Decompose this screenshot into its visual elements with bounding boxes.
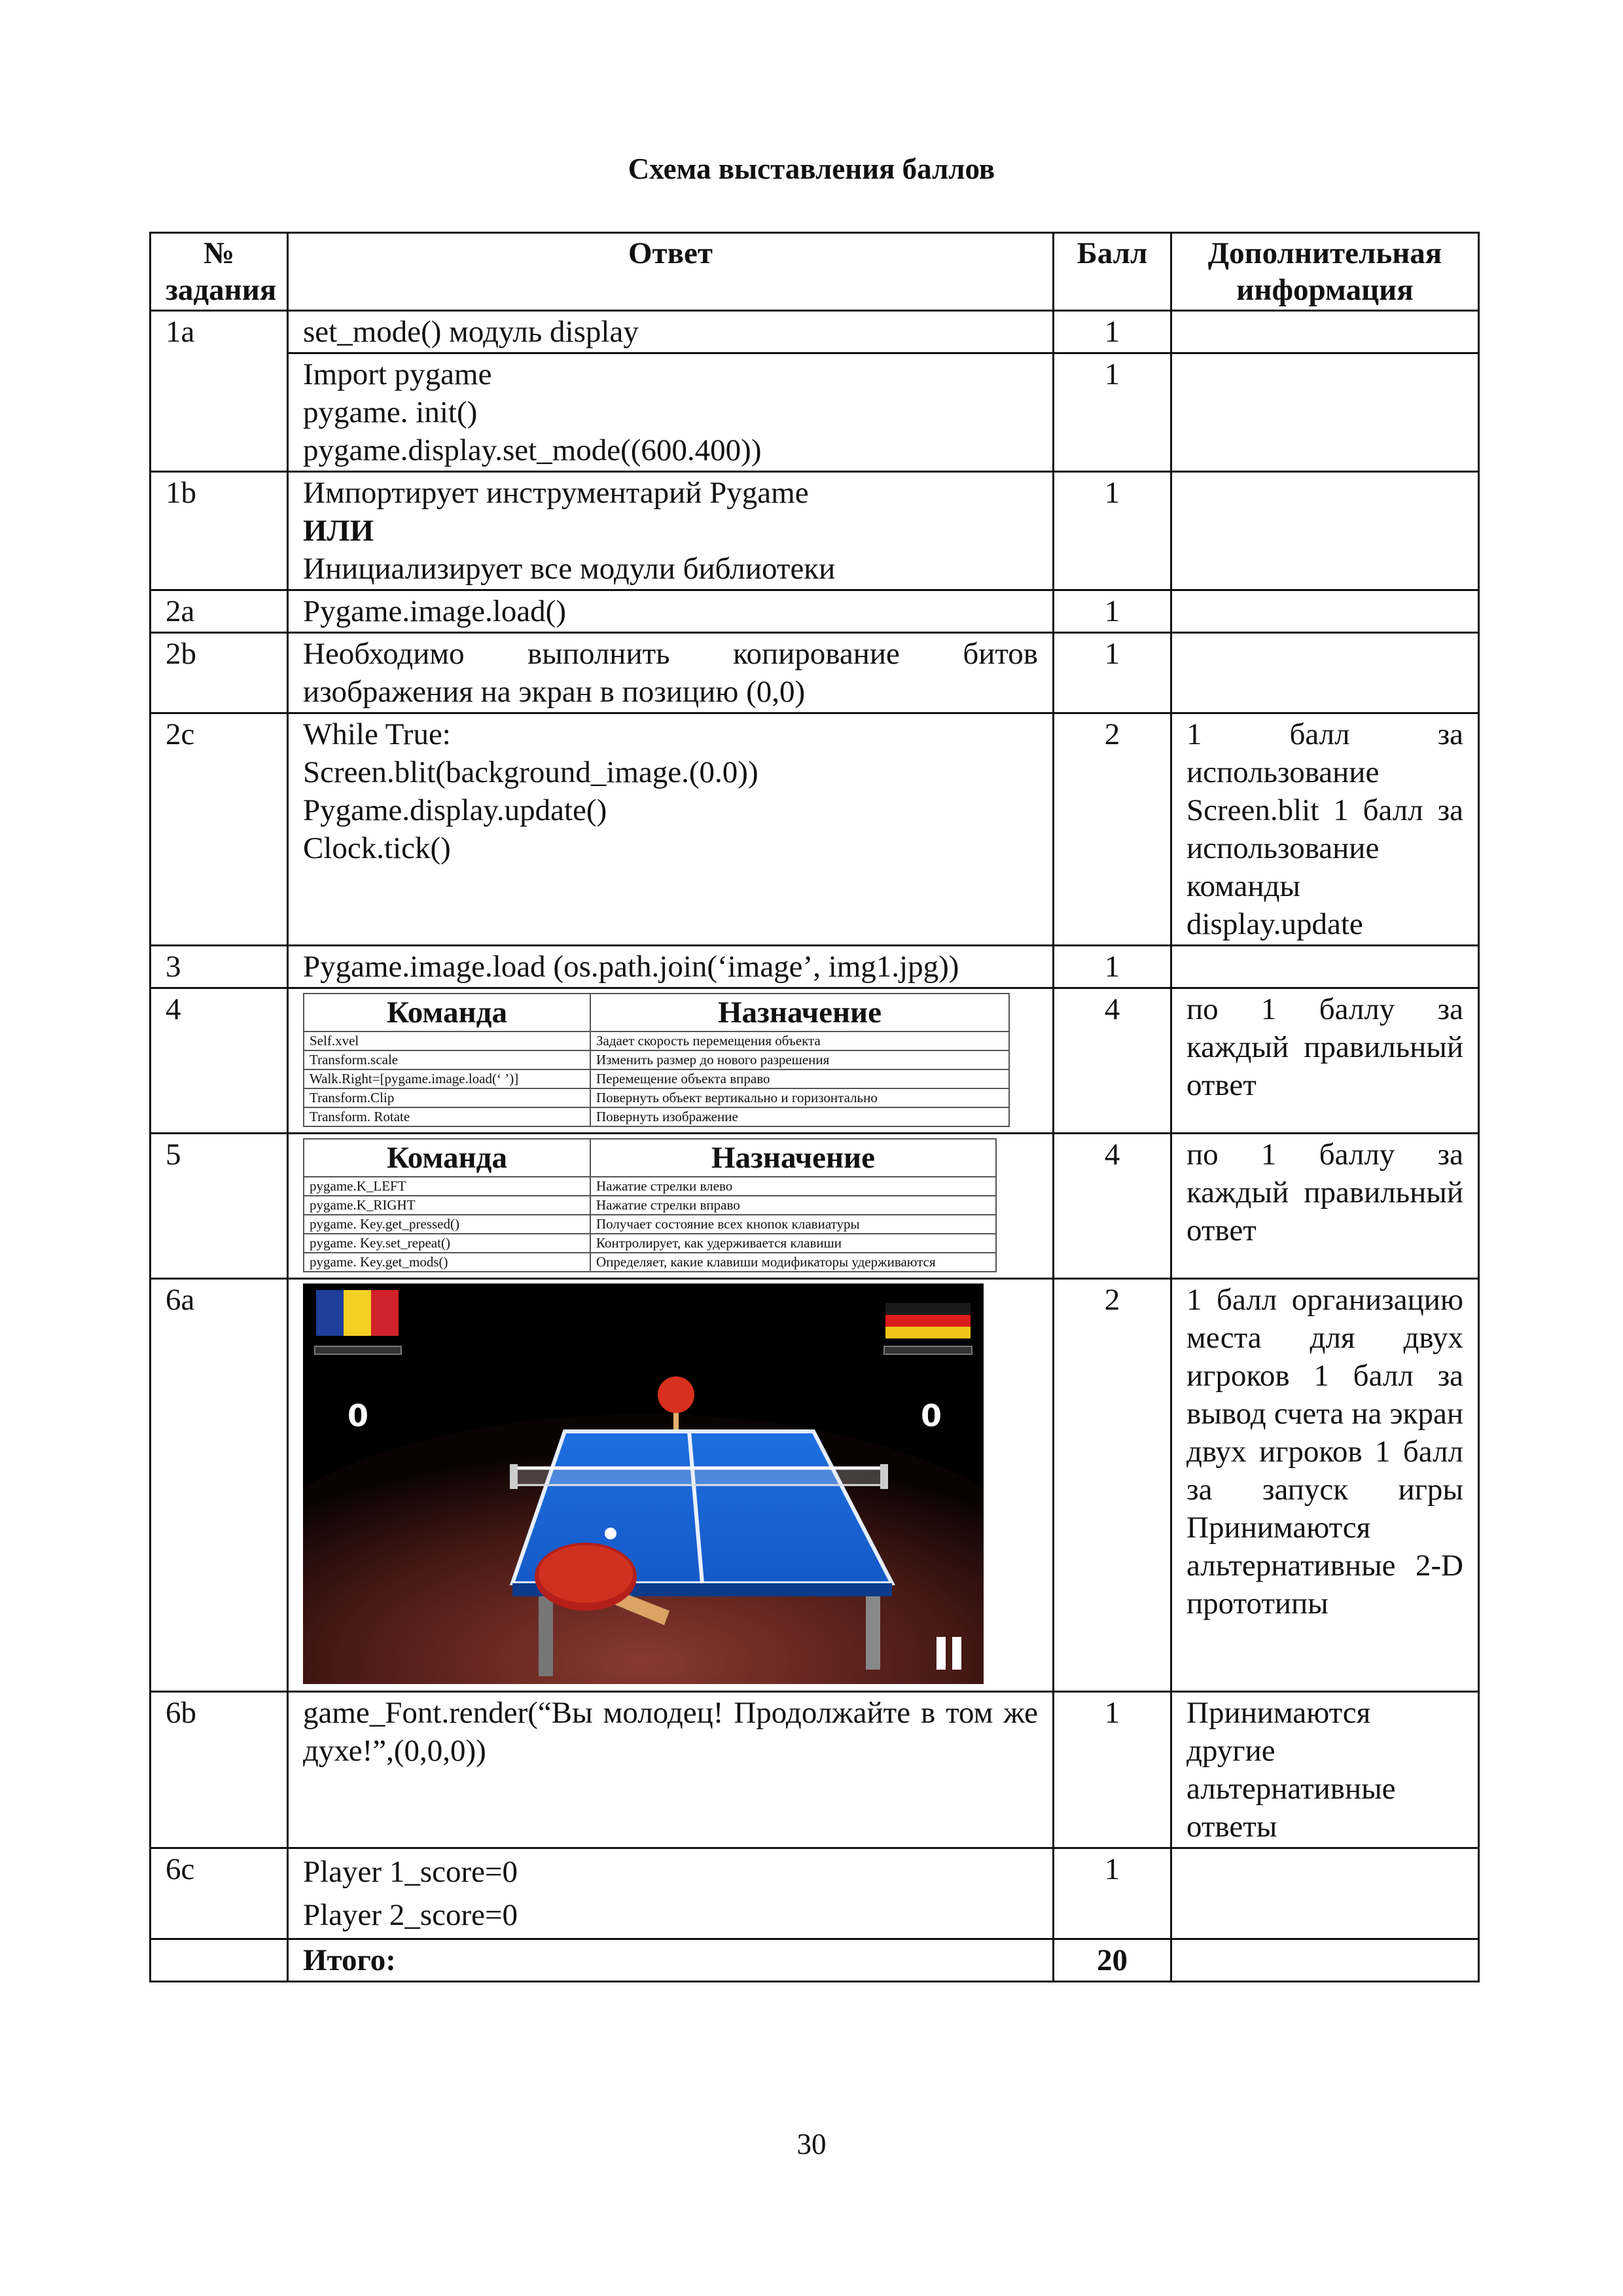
scoring-table [149,232,1480,1982]
answer-cell [288,1279,1054,1692]
points-cell: 1 [1054,946,1171,988]
total-points: 20 [1054,1939,1171,1982]
header-task-number: № задания [151,233,288,311]
points-cell: 2 [1054,713,1171,946]
answer-line: Импортирует инструментарий Pygame [303,476,809,510]
info-cell [1171,1848,1479,1939]
answer-line: Screen.blit(background_image.(0.0)) [303,755,758,789]
task-number: 1b [151,472,288,590]
info-cell: по 1 баллу за каждый правильный ответ [1171,1134,1479,1279]
points-cell: 4 [1054,1134,1171,1279]
mini-cell: Нажатие стрелки влево [590,1177,996,1196]
mini-cell: Определяет, какие клавиши модификаторы удерживаются [590,1253,996,1272]
mini-cell: Transform.Clip [304,1088,590,1107]
info-cell [1171,590,1479,633]
info-cell: Принимаются другие альтернативные ответы [1171,1692,1479,1848]
table-row [151,946,1479,988]
table-row [151,988,1479,1134]
mini-header: Назначение [590,994,1009,1031]
info-cell [1171,353,1479,472]
answer-line: Import pygame [303,357,492,391]
answer-line: pygame. init() [303,395,478,429]
table-row [151,1279,1479,1692]
info-cell: 1 балл за использование Screen.blit 1 балл за использование команды display.update [1171,713,1479,946]
mini-cell: Нажатие стрелки вправо [590,1196,996,1215]
task-number: 6c [151,1848,288,1939]
answer-line: Pygame.display.update() [303,793,607,827]
answer-cell [288,946,1054,988]
mini-header: Назначение [590,1139,996,1177]
mini-cell: Изменить размер до нового разрешения [590,1050,1009,1069]
table-row [151,1134,1479,1279]
task-number: 2a [151,590,288,633]
mini-cell: Повернуть объект вертикально и горизонтально [590,1088,1009,1107]
task-number: 6b [151,1692,288,1848]
answer-cell [288,590,1054,633]
points-cell: 2 [1054,1279,1171,1692]
table-row [151,472,1479,590]
commands-table-4 [303,993,1010,1127]
answer-line: Player 2_score=0 [303,1898,518,1932]
points-cell: 1 [1054,311,1171,353]
points-cell: 1 [1054,1848,1171,1939]
info-cell [1171,633,1479,713]
answer-line: Инициализирует все модули библиотеки [303,552,836,586]
answer-line: Pygame.image.load (os.path.join(‘image’, img1.jpg)) [303,950,959,984]
info-cell [1171,311,1479,353]
total-row [151,1939,1479,1982]
task-number: 2c [151,713,288,946]
info-cell [1171,1939,1479,1982]
header-info: Дополнительная информация [1171,233,1479,311]
net [510,1464,888,1489]
task-number: 1a [151,311,288,472]
points-cell: 1 [1054,353,1171,472]
mini-cell: Задает скорость перемещения объекта [590,1031,1009,1050]
answer-cell [288,1848,1054,1939]
answer-cell: Необходимо выполнить копирование битов изображения на экран в позицию (0,0) [288,633,1054,713]
mini-cell: pygame.K_LEFT [304,1177,590,1196]
info-cell: по 1 баллу за каждый правильный ответ [1171,988,1479,1134]
table-row [151,633,1479,713]
info-cell [1171,946,1479,988]
points-cell: 1 [1054,472,1171,590]
points-cell: 4 [1054,988,1171,1134]
table-row [151,1692,1479,1848]
task-number: 6a [151,1279,288,1692]
mini-header: Команда [304,1139,590,1177]
points-cell: 1 [1054,1692,1171,1848]
answer-cell [288,713,1054,946]
info-cell: 1 балл организацию места для двух игроков 1 балл за вывод счета на экран двух игроков 1 балл за запуск игры Принимаются альтернативные 2-D прототипы [1171,1279,1479,1692]
mini-cell: Walk.Right=[pygame.image.load(‘ ’)] [304,1069,590,1088]
mini-cell: pygame.K_RIGHT [304,1196,590,1215]
mini-cell: Получает состояние всех кнопок клавиатуры [590,1215,996,1234]
answer-line: Pygame.image.load() [303,594,566,628]
mini-cell: Повернуть изображение [590,1107,1009,1126]
table-row [151,311,1479,353]
answer-cell [288,1134,1054,1279]
table-row [151,1848,1479,1939]
answer-cell [288,353,1054,472]
answer-cell: game_Font.render(“Вы молодец! Продолжайте в том же духе!”,(0,0,0)) [288,1692,1054,1848]
answer-line: Clock.tick() [303,831,451,865]
mini-cell: pygame. Key.get_mods() [304,1253,590,1272]
answer-line: While True: [303,717,451,751]
total-label: Итого: [288,1939,1054,1982]
mini-cell: Перемещение объекта вправо [590,1069,1009,1088]
score-left: 0 [347,1398,369,1433]
points-cell: 1 [1054,633,1171,713]
header-row [151,233,1479,311]
right-flag [884,1303,972,1354]
answer-line: Player 1_score=0 [303,1855,518,1889]
table-row [151,353,1479,472]
task-number: 5 [151,1134,288,1279]
mini-cell: Transform.scale [304,1050,590,1069]
commands-table-5 [303,1138,997,1272]
table-row [151,713,1479,946]
mini-header: Команда [304,994,590,1031]
table-row [151,590,1479,633]
task-number: 4 [151,988,288,1134]
header-points: Балл [1054,233,1171,311]
mini-cell: Контролирует, как удерживается клавиши [590,1234,996,1253]
answer-cell [288,988,1054,1134]
page-number: 30 [796,2128,827,2161]
answer-line: set_mode() модуль display [303,315,639,349]
answer-cell [288,311,1054,353]
answer-line: pygame.display.set_mode((600.400)) [303,433,762,467]
ping-pong-game-screenshot [303,1283,984,1684]
mini-cell: Transform. Rotate [304,1107,590,1126]
ball [605,1528,616,1539]
points-cell: 1 [1054,590,1171,633]
mini-cell: pygame. Key.get_pressed() [304,1215,590,1234]
answer-cell [288,472,1054,590]
mini-cell: Self.xvel [304,1031,590,1050]
mini-cell: pygame. Key.set_repeat() [304,1234,590,1253]
header-answer: Ответ [288,233,1054,311]
score-right: 0 [920,1398,942,1433]
task-number: 3 [151,946,288,988]
task-number [151,1939,288,1982]
info-cell [1171,472,1479,590]
task-number: 2b [151,633,288,713]
answer-line-or: ИЛИ [303,514,374,548]
page-title: Схема выставления баллов [628,152,995,185]
